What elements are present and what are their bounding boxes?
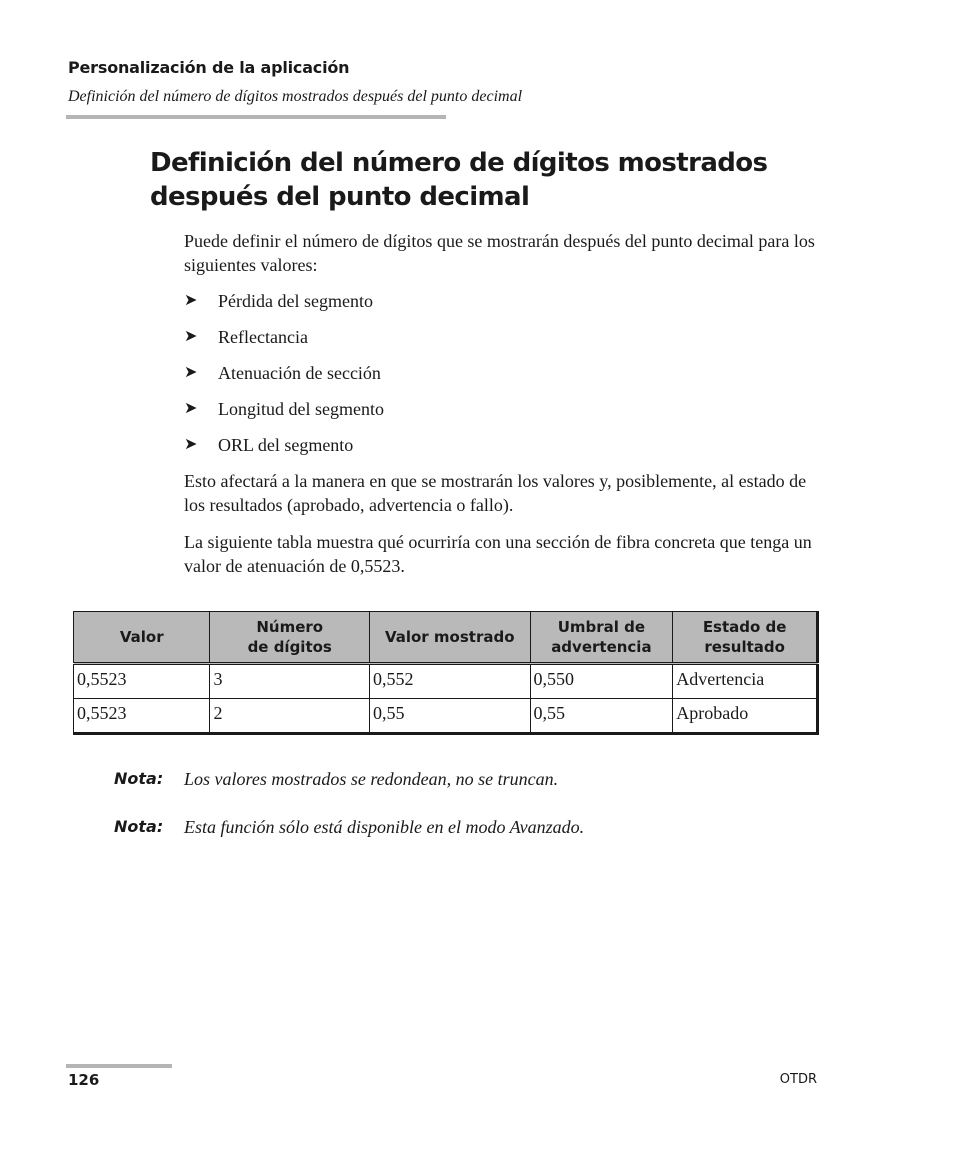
table-cell: 2 [210,699,369,734]
intro-paragraph: Puede definir el número de dígitos que se mostrarán después del punto decimal para los siguientes valores: [184,231,815,275]
arrow-bullet-icon: ➤ [184,436,198,453]
running-header-chapter: Personalización de la aplicación [68,58,350,77]
list-item [184,324,384,360]
note-text: Los valores mostrados se redondean, no se truncan. [184,769,559,789]
table-cell: 0,55 [369,699,530,734]
note-rounding [114,767,558,791]
arrow-bullet-icon: ➤ [184,400,198,417]
bullet-list [184,288,384,468]
list-item-text: ORL del segmento [218,435,354,455]
list-item [184,396,384,432]
table-cell: Aprobado [673,699,818,734]
table-cell: 0,552 [369,664,530,699]
footer-rule [66,1064,172,1068]
note-label: Nota: [114,817,164,836]
table-row [74,664,818,699]
table-cell: Advertencia [673,664,818,699]
list-item-text: Reflectancia [218,327,308,347]
table-cell: 0,5523 [74,699,210,734]
table-header-row [74,612,818,664]
running-header-section: Definición del número de dígitos mostrados después del punto decimal [68,88,523,105]
header-rule [66,115,446,119]
list-item-text: Longitud del segmento [218,399,384,419]
product-name: OTDR [779,1072,817,1087]
column-header-umbral: Umbral de advertencia [530,612,673,664]
column-header-valor: Valor [74,612,210,664]
column-header-valor-mostrado: Valor mostrado [369,612,530,664]
table-cell: 3 [210,664,369,699]
arrow-bullet-icon: ➤ [184,292,198,309]
list-item [184,288,384,324]
list-item-text: Atenuación de sección [218,363,381,383]
list-item [184,432,384,468]
arrow-bullet-icon: ➤ [184,328,198,345]
list-item [184,360,384,396]
table-row [74,699,818,734]
section-heading: Definición del número de dígitos mostrados después del punto decimal [150,148,768,212]
table-cell: 0,55 [530,699,673,734]
digits-table [73,611,819,735]
list-item-text: Pérdida del segmento [218,291,373,311]
note-label: Nota: [114,769,164,788]
table-intro-paragraph: La siguiente tabla muestra qué ocurriría con una sección de fibra concreta que tenga un valor de atenuación de 0,5523. [184,532,812,576]
effect-paragraph: Esto afectará a la manera en que se mostrarán los valores y, posiblemente, al estado de los resultados (aprobado, advertencia o fallo). [184,471,807,515]
note-text: Esta función sólo está disponible en el modo Avanzado. [184,817,585,837]
arrow-bullet-icon: ➤ [184,364,198,381]
page-number: 126 [68,1071,100,1089]
note-advanced-mode [114,815,584,839]
table-cell: 0,550 [530,664,673,699]
table-cell: 0,5523 [74,664,210,699]
column-header-numero-digitos: Número de dígitos [210,612,369,664]
column-header-estado: Estado de resultado [673,612,818,664]
